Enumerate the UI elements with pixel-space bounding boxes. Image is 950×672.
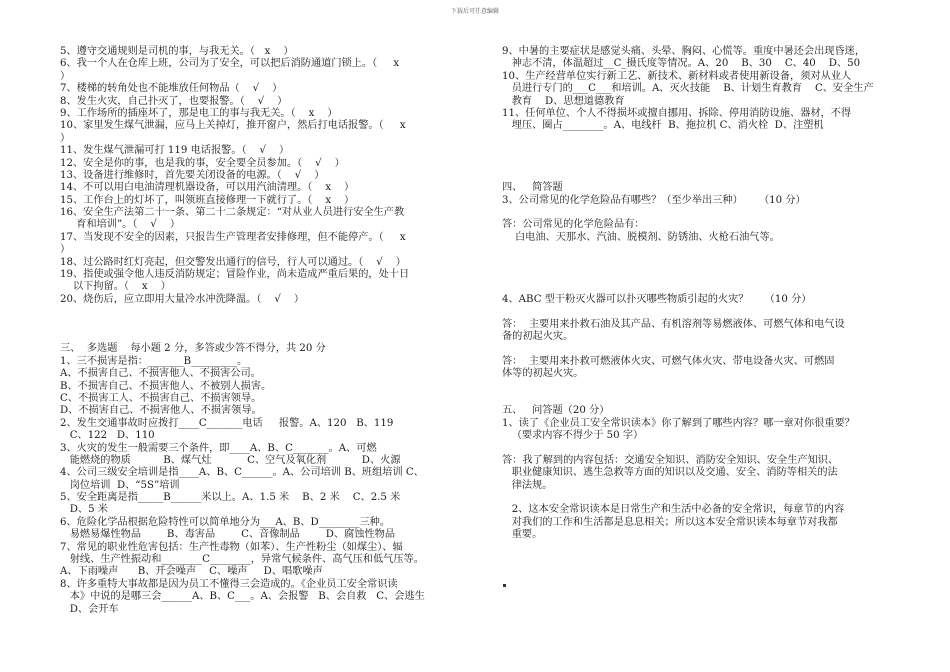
left-line: 易燃易爆性物品 B、毒害品 C、音像制品 D、腐蚀性物品 (60, 529, 396, 541)
left-line: 8、许多重特大事故都是因为员工不懂得三会造成的。《企业员工安全常识读 (60, 578, 398, 590)
left-line: 15、工作台上的灯坏了，叫领班直接修理一下就行了。（ x ） (60, 194, 355, 206)
right-line: 教育 D、思想道德教育 (502, 95, 625, 107)
left-line: 三、 多选题 每小题 2 分，多答或少答不得分，共 20 分 (60, 343, 326, 355)
left-line: D、5 米 (60, 504, 108, 516)
left-line: 6、我一个人在仓库上班，公司为了安全，可以把后消防通道门锁上。（ x (60, 58, 400, 70)
left-line: 18、过公路时红灯亮起，但交警发出通行的信号，行人可以通过。（ √ ） (60, 256, 406, 268)
left-line: 9、工作场所的插座坏了，那是电工的事与我无关。（ x ） (60, 107, 338, 119)
left-line: 6、危险化学品根据危险特性可以简单地分为___A、B、D________三种。 (60, 516, 391, 528)
left-line (60, 331, 468, 343)
right-line (502, 281, 910, 293)
left-line: 2、发生交通事故时应拨打____C_______电话 报警。A、120 B、119 (60, 417, 394, 429)
left-line: A、不损害自己、不损害他人、不损害公司。 (60, 368, 261, 380)
right-line: 11、任何单位、个人不得损坏或擅自挪用、拆除、停用消防设施、器材，不得 (502, 107, 852, 119)
right-line (502, 492, 910, 504)
right-line (502, 244, 910, 256)
right-line: 神志不清，体温超过__C_摄氏度等情况。A、20 B、30 C、40 D、50 (502, 58, 861, 70)
right-line: 员进行专门的___C___和培训。A、灭火技能 B、计划生育教育 C、安全生产 (502, 83, 874, 95)
right-line: 4、ABC 型干粉灭火器可以扑灭哪些物质引起的火灾？ （10 分） (502, 293, 812, 305)
right-line: 律法规。 (502, 479, 553, 491)
right-line (502, 133, 910, 145)
right-line: 1、读了《企业员工安全常识读本》你了解到了哪些内容？哪一章对你很重要？ (502, 417, 855, 429)
left-line (60, 319, 468, 331)
left-line: 射线、生产性振动和________C________，异常气候条件、高气压和低气压等。 (60, 554, 424, 566)
right-line (502, 343, 910, 355)
right-line: 10、生产经营单位实行新工艺、新技术、新材料或者使用新设备，须对从业人 (502, 70, 852, 82)
right-line: 答：公司常见的化学危险品有： (502, 219, 645, 231)
left-line: A、下雨噪声 B、开会噪声 C、噪声 D、唱歌噪声 (60, 566, 323, 578)
right-line (502, 257, 910, 269)
left-line: 8、发生火灾，自己扑灭了，也要报警。（ √ ） (60, 95, 288, 107)
left-line: 12、安全是你的事，也是我的事，安全要全员参加。（ √ ） (60, 157, 345, 169)
right-line (502, 145, 910, 157)
right-line: （要求内容不得少于 50 字） (502, 430, 644, 442)
left-line: ） (60, 244, 71, 256)
left-line: C、不损害工人、不损害自己、不损害领导。 (60, 392, 262, 404)
right-line: 四、 简答题 (502, 182, 563, 194)
right-line: 五、 问答题（20 分） (502, 405, 610, 417)
right-line: 2、这本安全常识读本是日常生产和生活中必备的安全常识，每章节的内容 (502, 504, 845, 516)
left-line: B、不损害自己、不损害他人、不被别人损害。 (60, 380, 272, 392)
right-line (502, 158, 910, 170)
right-line: 白电油、天那水、汽油、脱模剂、防锈油、火枪石油气等。 (502, 231, 780, 243)
left-line: ） (60, 70, 71, 82)
left-line: ） (60, 132, 71, 144)
right-line (502, 443, 910, 455)
left-line: 13、设备进行维修时，首先要关闭设备的电源。（ √ ） (60, 169, 325, 181)
right-line: 重要。 (502, 529, 543, 541)
right-line (502, 393, 910, 405)
right-line: 答： 主要用来扑救石油及其产品、有机溶剂等易燃液体、可燃气体和电气设 (502, 318, 845, 330)
left-line: 19、指使或强令他人违反消防规定；冒险作业，尚未造成严重后果的，处十日 (60, 269, 410, 281)
right-line (502, 306, 910, 318)
page-header: 下载后可任意编辑 (450, 8, 499, 15)
left-line: 14、不可以用白电油清理机器设备，可以用汽油清理。（ x ） (60, 182, 355, 194)
right-line: 体等的初起火灾。 (502, 368, 584, 380)
left-line: 以下拘留。（ x ） (60, 281, 171, 293)
left-line: 3、火灾的发生一般需要三个条件，即____A、B、C_______。A、可燃 (60, 442, 377, 454)
right-line: 3、公司常见的化学危险品有哪些？（至少举出三种） （10 分） (502, 194, 806, 206)
left-column (60, 46, 468, 616)
left-line: D、会开车 (60, 603, 119, 615)
right-column (502, 46, 910, 542)
left-line: 岗位培训 D、“5S”培训 (60, 479, 180, 491)
left-line: 17、当发现不安全的因素，只报告生产管理者安排修理，但不能停产。（ x (60, 231, 406, 243)
left-line: 5、遵守交通规则是司机的事，与我无关。（ x ） (60, 46, 294, 57)
right-line: 备的初起火灾。 (502, 330, 574, 342)
left-line: 4、公司三级安全培训是指____A、B、C______。A、公司培训 B、班组培训 C、 (60, 467, 424, 479)
right-line (502, 170, 910, 182)
right-line: 对我们的工作和生活都是息息相关；所以这本安全常识读本每章节对我都 (502, 516, 838, 528)
left-line (60, 306, 468, 318)
right-line (502, 381, 910, 393)
left-line: 1、三不损害是指：_______B_________。 (60, 355, 248, 367)
left-line: 20、烧伤后，应立即用大量冷水冲洗降温。（ √ ） (60, 293, 305, 305)
left-line: 11、发生煤气泄漏可打 119 电话报警。（ √ ） (60, 145, 290, 157)
right-line: 答：我了解到的内容包括：交通安全知识、消防安全知识、安全生产知识、 (502, 454, 839, 466)
small-square-mark (503, 584, 506, 587)
right-line: 9、中暑的主要症状是感觉头痛、头晕、胸闷、心慌等。重度中暑还会出现昏迷， (502, 46, 866, 57)
left-line: C、122 D、110 (60, 430, 155, 442)
left-line: 7、楼梯的转角处也不能堆放任何物品（ √ ） (60, 83, 283, 95)
left-line: 16、安全生产法第二十一条、第二十二条规定：“对从业人员进行安全生产教 (60, 207, 405, 219)
right-line: 职业健康知识、逃生急救等方面的知识以及交通、安全、消防等相关的法 (502, 467, 838, 479)
left-line: 10、家里发生煤气泄漏，应马上关掉灯，推开窗户，然后打电话报警。（ x (60, 120, 406, 132)
right-line (502, 269, 910, 281)
right-line: 埋压、圈占________。A、电线杆 B、拖拉机 C、消火栓 D、注塑机 (502, 120, 824, 132)
left-line: 本》中说的是哪三会______A、B、C___。A、会报警 B、会自救 C、会逃生 (60, 591, 425, 603)
right-line: 答： 主要用来扑救可燃液体火灾、可燃气体火灾、带电设备火灾、可燃固 (502, 355, 835, 367)
left-line: D、不损害自己、不损害他人、不损害领导。 (60, 405, 262, 417)
left-line: 7、常见的职业性危害包括：生产性毒物（如苯）、生产性粉尘（如煤尘）、辐 (60, 541, 403, 553)
left-line: 5、安全距离是指_____B______米以上。A、1.5 米 B、2 米 C、2.5 米 (60, 492, 401, 504)
left-line: 能燃烧的物质 B、煤气灶 C、空气及氧化剂 D、火源 (60, 454, 401, 466)
right-line (502, 207, 910, 219)
left-line: 育和培训”。（ √ ） (60, 219, 181, 231)
